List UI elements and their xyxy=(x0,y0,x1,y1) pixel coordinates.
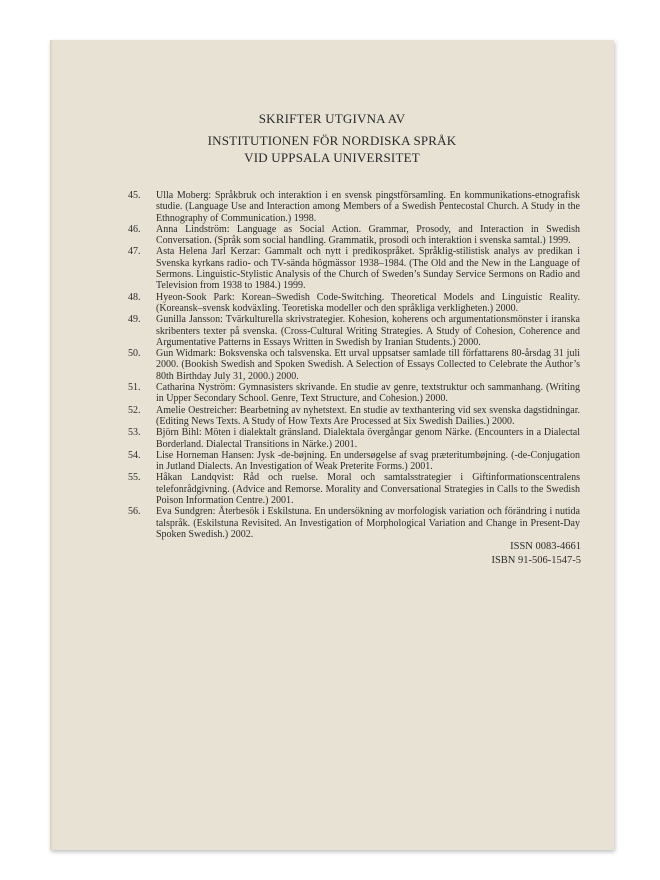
entry-text: Eva Sundgren: Återbesök i Eskilstuna. En undersökning av morfologisk variation och förändring i nutida talspråk. (Eskilstuna Revisited. An Investigation of Morphological Variation and Change in Present-Day Spoken Swedish.) 2002. xyxy=(156,506,580,540)
entry-number: 48. xyxy=(128,291,141,303)
publication-list xyxy=(128,190,580,540)
book-back-cover xyxy=(50,40,614,850)
entry-text: Hyeon-Sook Park: Korean–Swedish Code-Switching. Theoretical Models and Linguistic Reality. (Koreansk–svensk kodväxling. Teoretiska modeller och den språkliga verkligheten.) 2000. xyxy=(156,291,580,314)
isbn-number: ISBN 91-506-1547-5 xyxy=(491,554,581,566)
list-item xyxy=(128,427,580,450)
list-item xyxy=(128,190,580,224)
list-item xyxy=(128,348,580,382)
list-item xyxy=(128,506,580,540)
entry-text: Gun Widmark: Boksvenska och talsvenska. Ett urval uppsatser samlade till författarens 80-årsdag 31 juli 2000. (Bookish Swedish and Spoken Swedish. A Selection of Essays Collected to Celebrate the Author’s 80th Birthday July 31, 2000.) 2000. xyxy=(156,348,580,382)
entry-number: 47. xyxy=(128,246,141,258)
entry-text: Catharina Nyström: Gymnasisters skrivande. En studie av genre, textstruktur och sammanhang. (Writing in Upper Secondary School. Genre, Text Structure, and Cohesion.) 2000. xyxy=(156,382,580,405)
entry-number: 49. xyxy=(128,314,141,326)
university-heading: VID UPPSALA UNIVERSITET xyxy=(244,150,420,165)
entry-number: 53. xyxy=(128,427,141,439)
identifier-block xyxy=(491,540,581,567)
institution-heading: INSTITUTIONEN FÖR NORDISKA SPRÅK xyxy=(207,133,457,148)
entry-text: Ulla Moberg: Språkbruk och interaktion i en svensk pingstförsamling. En kommunikations-etnografisk studie. (Language Use and Interaction among Members of a Swedish Pentecostal Church. A Study in the Ethnography of Communication.) 1998. xyxy=(156,190,580,224)
issn-number: ISSN 0083-4661 xyxy=(510,541,581,552)
list-item xyxy=(128,405,580,428)
entry-text: Gunilla Jansson: Tvärkulturella skrivstrategier. Kohesion, koherens och argumentationsmönster i iranska skribenters texter på svenska. (Cross-Cultural Writing Strategies. A Study of Cohesion, Coherence and Argumentative Patterns in Essays Written in Swedish by Iranian Students.) 2000. xyxy=(156,314,580,348)
entry-text: Amelie Oestreicher: Bearbetning av nyhetstext. En studie av texthantering vid sex svenska dagstidningar. (Editing News Texts. A Study of How Texts Are Processed at Six Swedish Dailies.) 2000. xyxy=(156,404,580,427)
entry-number: 51. xyxy=(128,382,141,394)
entry-number: 52. xyxy=(128,404,141,416)
entry-number: 46. xyxy=(128,223,141,235)
entry-text: Asta Helena Jarl Kerzar: Gammalt och nytt i predikospråket. Språklig-stilistisk analys av predikan i Svenska kyrkans radio- och TV-sända högmässor 1938–1984. (The Old and the New in the Language of Sermons. Linguistic-Stylistic Analysis of the Church of Sweden’s Sunday Service Sermons on Radio and Television from 1938 to 1984.) 1999. xyxy=(156,246,580,292)
entry-number: 56. xyxy=(128,506,141,518)
entry-text: Håkan Landqvist: Råd och ruelse. Moral och samtalsstrategier i Giftinformationscentralens telefonrådgivning. (Advice and Remorse. Morality and Conversational Strategies in Calls to the Swedish Poison Information Centre.) 2001. xyxy=(156,472,580,507)
entry-text: Lise Horneman Hansen: Jysk -de-bøjning. En undersøgelse af svag præteritumbøjning. (-de-Conjugation in Jutland Dialects. An Investigation of Weak Preterite Forms.) 2001. xyxy=(156,449,580,473)
entry-number: 54. xyxy=(128,449,141,461)
series-heading: SKRIFTER UTGIVNA AV xyxy=(258,111,406,126)
list-item xyxy=(128,382,580,405)
list-item xyxy=(128,472,580,506)
list-item xyxy=(128,224,580,247)
list-item xyxy=(128,292,580,315)
entry-text: Anna Lindström: Language as Social Action. Grammar, Prosody, and Interaction in Swedish Conversation. (Språk som social handling. Grammatik, prosodi och interaktion i svenska samtal.) 1999. xyxy=(156,223,580,247)
list-item xyxy=(128,246,580,291)
entry-number: 55. xyxy=(128,472,141,484)
list-item xyxy=(128,450,580,473)
entry-number: 45. xyxy=(128,190,141,201)
entry-number: 50. xyxy=(128,348,141,360)
entry-text: Björn Bihl: Möten i dialektalt gränsland. Dialektala övergångar genom Närke. (Encounters in a Dialectal Borderland. Dialectal Transitions in Närke.) 2001. xyxy=(156,427,580,450)
list-item xyxy=(128,314,580,348)
